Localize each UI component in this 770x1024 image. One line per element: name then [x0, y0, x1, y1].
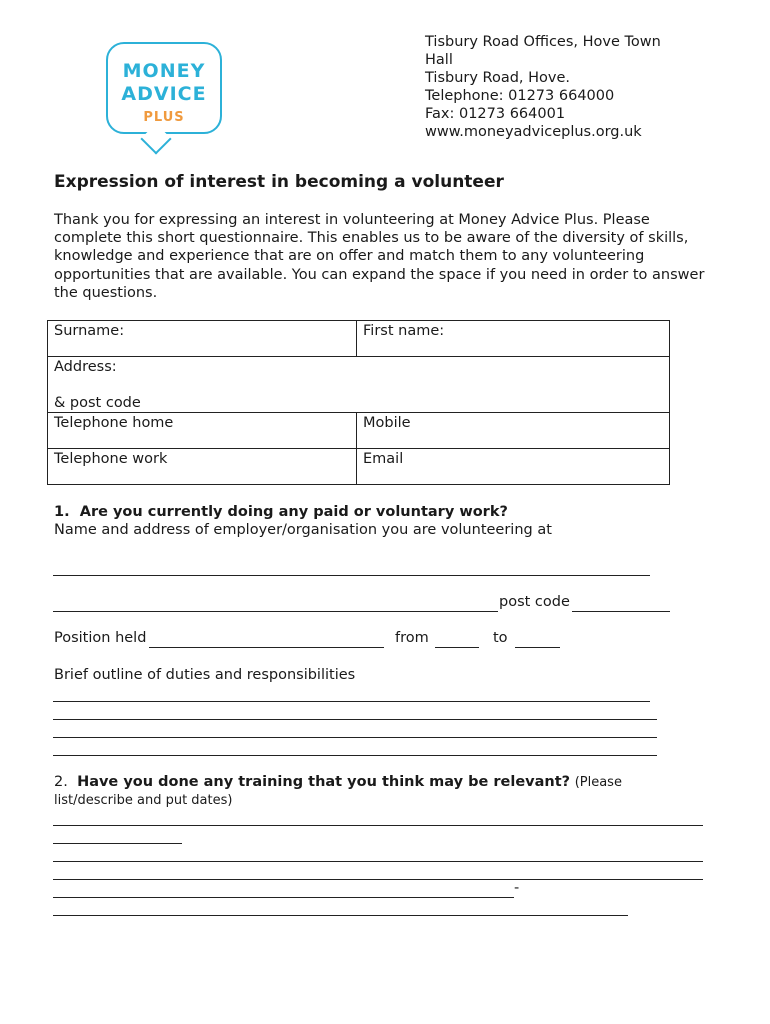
from-label: from [395, 630, 429, 646]
question-1-subtext: Name and address of employer/organisation you are volunteering at [54, 522, 552, 538]
question-1-number: 1. [54, 504, 70, 520]
training-line-5[interactable] [53, 897, 514, 898]
training-line-4[interactable] [53, 879, 703, 880]
fax-line: Fax: 01273 664001 [425, 106, 566, 122]
first-name-label: First name: [363, 323, 445, 339]
to-date-line[interactable] [515, 647, 560, 648]
telephone-home-label: Telephone home [54, 415, 174, 431]
post-code-line[interactable] [572, 611, 670, 612]
logo-text-money: MONEY [122, 60, 206, 82]
post-code-label: & post code [54, 395, 141, 411]
telephone-home-field[interactable] [48, 413, 357, 449]
telephone-line: Telephone: 01273 664000 [425, 88, 615, 104]
training-line-2[interactable] [53, 843, 182, 844]
first-name-field[interactable] [357, 321, 670, 357]
training-line-1[interactable] [53, 825, 703, 826]
address-field[interactable] [48, 357, 670, 413]
address-label: Address: [54, 359, 117, 375]
from-date-line[interactable] [435, 647, 479, 648]
intro-paragraph: Thank you for expressing an interest in volunteering at Money Advice Plus. Please complete this short questionnaire. This enables us to be aware of the diversity of skills, knowledge and experience that are on offer and match them to any volunteering opportunities that are available. You can expand the space if you need in order to answer the questions. [54, 212, 705, 301]
logo-text-plus: PLUS [143, 110, 185, 125]
money-advice-plus-logo [106, 42, 224, 154]
personal-details-table [47, 320, 670, 486]
post-code-label: post code [499, 594, 570, 610]
email-label: Email [363, 451, 404, 467]
address-line: Tisbury Road Offices, Hove Town [425, 34, 661, 50]
address-line: Hall [425, 52, 453, 68]
page-title: Expression of interest in becoming a volunteer [54, 172, 504, 192]
training-line-3[interactable] [53, 861, 703, 862]
question-2-note-continued: list/describe and put dates) [54, 793, 233, 808]
question-1-heading [54, 504, 508, 520]
surname-field[interactable] [48, 321, 357, 357]
telephone-work-field[interactable] [48, 449, 357, 485]
question-2-text: Have you done any training that you think may be relevant? [77, 774, 571, 790]
duties-label: Brief outline of duties and responsibilities [54, 667, 356, 683]
position-held-label: Position held [54, 630, 147, 646]
email-field[interactable] [357, 449, 670, 485]
website-line[interactable]: www.moneyadviceplus.org.uk [425, 124, 642, 140]
mobile-field[interactable] [357, 413, 670, 449]
duties-line-1[interactable] [53, 701, 650, 702]
employer-address-line[interactable] [53, 611, 498, 612]
question-2-note: (Please [574, 775, 622, 790]
address-line: Tisbury Road, Hove. [425, 70, 571, 86]
logo-text-advice: ADVICE [121, 83, 207, 105]
surname-label: Surname: [54, 323, 125, 339]
question-1-text: Are you currently doing any paid or voluntary work? [79, 504, 508, 520]
mobile-label: Mobile [363, 415, 411, 431]
telephone-work-label: Telephone work [54, 451, 168, 467]
question-2-heading [54, 774, 622, 790]
training-dash: - [514, 880, 520, 896]
duties-line-4[interactable] [53, 755, 657, 756]
question-2-number: 2. [54, 774, 68, 790]
training-line-6[interactable] [53, 915, 628, 916]
position-held-line[interactable] [149, 647, 384, 648]
duties-line-2[interactable] [53, 719, 657, 720]
to-label: to [493, 630, 508, 646]
office-address [425, 33, 715, 141]
duties-line-3[interactable] [53, 737, 657, 738]
employer-name-line[interactable] [53, 575, 650, 576]
